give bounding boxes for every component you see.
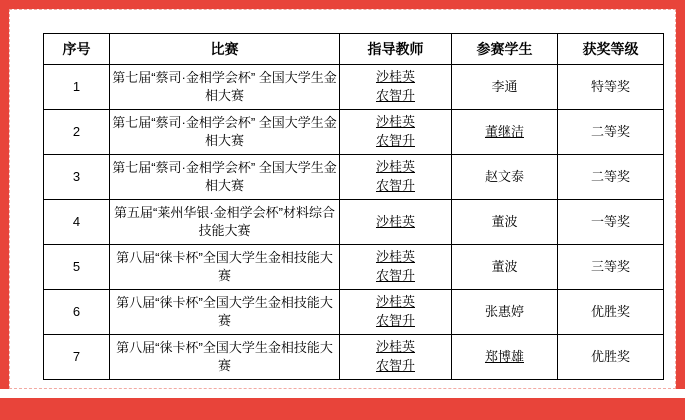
cell-index: 5 bbox=[44, 245, 110, 290]
cell-teacher bbox=[340, 155, 452, 200]
cell-teacher bbox=[340, 245, 452, 290]
cell-teacher bbox=[340, 335, 452, 380]
cell-student: 董波 bbox=[452, 245, 558, 290]
table-row bbox=[44, 290, 664, 335]
cell-index: 1 bbox=[44, 65, 110, 110]
cell-award: 特等奖 bbox=[558, 65, 664, 110]
cell-student: 张惠婷 bbox=[452, 290, 558, 335]
student-name: 董继洁 bbox=[484, 124, 524, 140]
teacher-name: 农智升 bbox=[375, 268, 415, 283]
award-table-container bbox=[43, 33, 663, 380]
cell-teacher bbox=[340, 290, 452, 335]
teacher-name: 沙桂英 bbox=[375, 114, 415, 130]
cell-index: 2 bbox=[44, 110, 110, 155]
table-row bbox=[44, 335, 664, 380]
table-row bbox=[44, 155, 664, 200]
teacher-name: 农智升 bbox=[375, 178, 415, 193]
teacher-name: 沙桂英 bbox=[375, 213, 415, 229]
teacher-name: 沙桂英 bbox=[375, 249, 415, 265]
cell-competition: 第七届“蔡司·金相学会杯” 全国大学生金相大赛 bbox=[110, 110, 340, 155]
teacher-name: 沙桂英 bbox=[375, 69, 415, 85]
teacher-name: 沙桂英 bbox=[375, 339, 415, 355]
header-student: 参赛学生 bbox=[452, 34, 558, 65]
cell-student bbox=[452, 110, 558, 155]
table-header-row bbox=[44, 34, 664, 65]
header-index: 序号 bbox=[44, 34, 110, 65]
cell-index: 7 bbox=[44, 335, 110, 380]
header-teacher: 指导教师 bbox=[340, 34, 452, 65]
table-row bbox=[44, 110, 664, 155]
cell-award: 优胜奖 bbox=[558, 290, 664, 335]
cell-index: 4 bbox=[44, 200, 110, 245]
cell-teacher bbox=[340, 110, 452, 155]
cell-index: 6 bbox=[44, 290, 110, 335]
cell-student: 李通 bbox=[452, 65, 558, 110]
cell-student: 赵文泰 bbox=[452, 155, 558, 200]
table-row bbox=[44, 200, 664, 245]
student-name: 郑博雄 bbox=[484, 349, 524, 365]
footer-red-band bbox=[0, 398, 685, 420]
teacher-name: 农智升 bbox=[375, 88, 415, 103]
table-row bbox=[44, 245, 664, 290]
cell-competition: 第八届“徕卡杯”全国大学生金相技能大赛 bbox=[110, 335, 340, 380]
cell-competition: 第五届“莱州华银·金相学会杯”材料综合技能大赛 bbox=[110, 200, 340, 245]
teacher-name: 农智升 bbox=[375, 133, 415, 148]
cell-award: 二等奖 bbox=[558, 155, 664, 200]
cell-competition: 第八届“徕卡杯”全国大学生金相技能大赛 bbox=[110, 245, 340, 290]
cell-competition: 第七届“蔡司·金相学会杯” 全国大学生金相大赛 bbox=[110, 65, 340, 110]
teacher-name: 沙桂英 bbox=[375, 159, 415, 175]
cell-award: 三等奖 bbox=[558, 245, 664, 290]
cell-student: 董波 bbox=[452, 200, 558, 245]
cell-competition: 第八届“徕卡杯”全国大学生金相技能大赛 bbox=[110, 290, 340, 335]
award-table bbox=[43, 33, 664, 380]
cell-teacher bbox=[340, 200, 452, 245]
cell-award: 优胜奖 bbox=[558, 335, 664, 380]
header-competition: 比赛 bbox=[110, 34, 340, 65]
cell-award: 二等奖 bbox=[558, 110, 664, 155]
footer-white-strip bbox=[0, 389, 685, 398]
table-body bbox=[44, 65, 664, 380]
header-award: 获奖等级 bbox=[558, 34, 664, 65]
cell-student bbox=[452, 335, 558, 380]
cell-teacher bbox=[340, 65, 452, 110]
cell-index: 3 bbox=[44, 155, 110, 200]
teacher-name: 农智升 bbox=[375, 358, 415, 373]
teacher-name: 沙桂英 bbox=[375, 294, 415, 310]
table-row bbox=[44, 65, 664, 110]
cell-competition: 第七届“蔡司·金相学会杯” 全国大学生金相大赛 bbox=[110, 155, 340, 200]
teacher-name: 农智升 bbox=[375, 313, 415, 328]
slide-content-area bbox=[9, 9, 676, 389]
cell-award: 一等奖 bbox=[558, 200, 664, 245]
